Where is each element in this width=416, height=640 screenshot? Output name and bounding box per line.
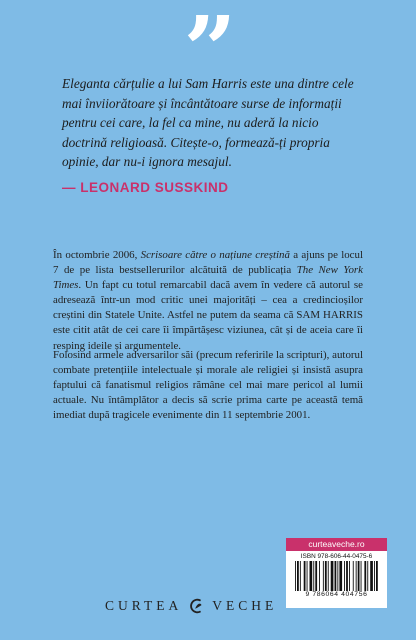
newspaper-title: The New York Times bbox=[53, 264, 363, 292]
barcode-stripe bbox=[313, 561, 314, 591]
barcode-area bbox=[286, 538, 387, 608]
publisher-name-left: CURTEA bbox=[105, 598, 183, 613]
description-paragraph-1 bbox=[53, 248, 363, 354]
barcode-stripe bbox=[303, 561, 305, 591]
barcode-stripe bbox=[352, 561, 353, 591]
barcode-stripe bbox=[360, 561, 361, 591]
barcode-stripe bbox=[327, 561, 328, 591]
barcode-stripe bbox=[364, 561, 366, 591]
publisher-logo bbox=[105, 597, 277, 615]
website-label: curteaveche.ro bbox=[286, 538, 387, 551]
barcode-stripe bbox=[374, 561, 375, 591]
publisher-emblem-icon bbox=[188, 597, 206, 615]
barcode-stripe bbox=[330, 561, 333, 591]
p1-text-c: . Un fapt cu totul remarcabil dacă avem în vedere că autorul se adresează într-un mod critic unei majorități – cea a credincioșilor creștini din Statele Unite. Astfel ne putem da seama că SAM HARRIS este citit atât de cei care îi împărtășesc viziunea, cât și de aceia care îi resping ideile și argumentele. bbox=[53, 279, 363, 352]
book-title: Scrisoare către o națiune creștină bbox=[140, 249, 290, 261]
barcode-stripe bbox=[344, 561, 345, 591]
isbn-label: ISBN 978-606-44-0475-6 bbox=[300, 553, 373, 560]
barcode-stripe bbox=[337, 561, 338, 591]
blurb-attribution: — LEONARD SUSSKIND bbox=[62, 180, 229, 195]
publisher-name-right: VECHE bbox=[212, 598, 278, 613]
barcode-stripe bbox=[339, 561, 342, 591]
barcode-stripe bbox=[319, 561, 320, 591]
barcode-stripe bbox=[315, 561, 317, 591]
barcode-stripe bbox=[349, 561, 350, 591]
barcode-bars bbox=[294, 561, 380, 591]
quote-mark: ” bbox=[183, 0, 233, 104]
barcode-stripe bbox=[322, 561, 323, 591]
barcode-stripe bbox=[295, 561, 296, 591]
barcode-digits: 9 786064 404756 bbox=[305, 591, 368, 598]
description-paragraph-2: Folosind armele adversarilor săi (precum referirile la scripturi), autorul combate pretențiile intelectuale și morale ale religiei și insistă asupra faptului că fanatismul religios rămâne cel mai mare pericol al lumii actuale. Nu întâmplător a decis să scrie prima carte pe această temă imediat după tragicele evenimente din 11 septembrie 2001. bbox=[53, 349, 363, 422]
barcode-stripe bbox=[334, 561, 336, 591]
barcode-stripe bbox=[370, 561, 373, 591]
blurb-quote: Eleganta cărțulie a lui Sam Harris este una dintre cele mai înviiorătoare și încântătoare surse de informații pentru cei care, la fel ca mine, nu aderă la nicio doctrină religioasă. Citește-o, formează-ți propria opinie, dar nu-i ignora mesajul. bbox=[62, 76, 354, 170]
barcode-stripe bbox=[346, 561, 348, 591]
barcode-stripe bbox=[357, 561, 359, 591]
barcode-stripe bbox=[309, 561, 312, 591]
barcode-stripe bbox=[355, 561, 356, 591]
barcode-stripe bbox=[306, 561, 307, 591]
barcode-stripe bbox=[367, 561, 368, 591]
barcode-stripe bbox=[299, 561, 300, 591]
barcode-stripe bbox=[376, 561, 378, 591]
barcode-stripe bbox=[297, 561, 299, 591]
p1-text-b: a ajuns pe locul 7 de pe lista bestsellerurilor alcătuită de publicația bbox=[53, 249, 363, 277]
p1-text-a: În octombrie 2006, bbox=[53, 249, 141, 261]
barcode-stripe bbox=[324, 561, 326, 591]
